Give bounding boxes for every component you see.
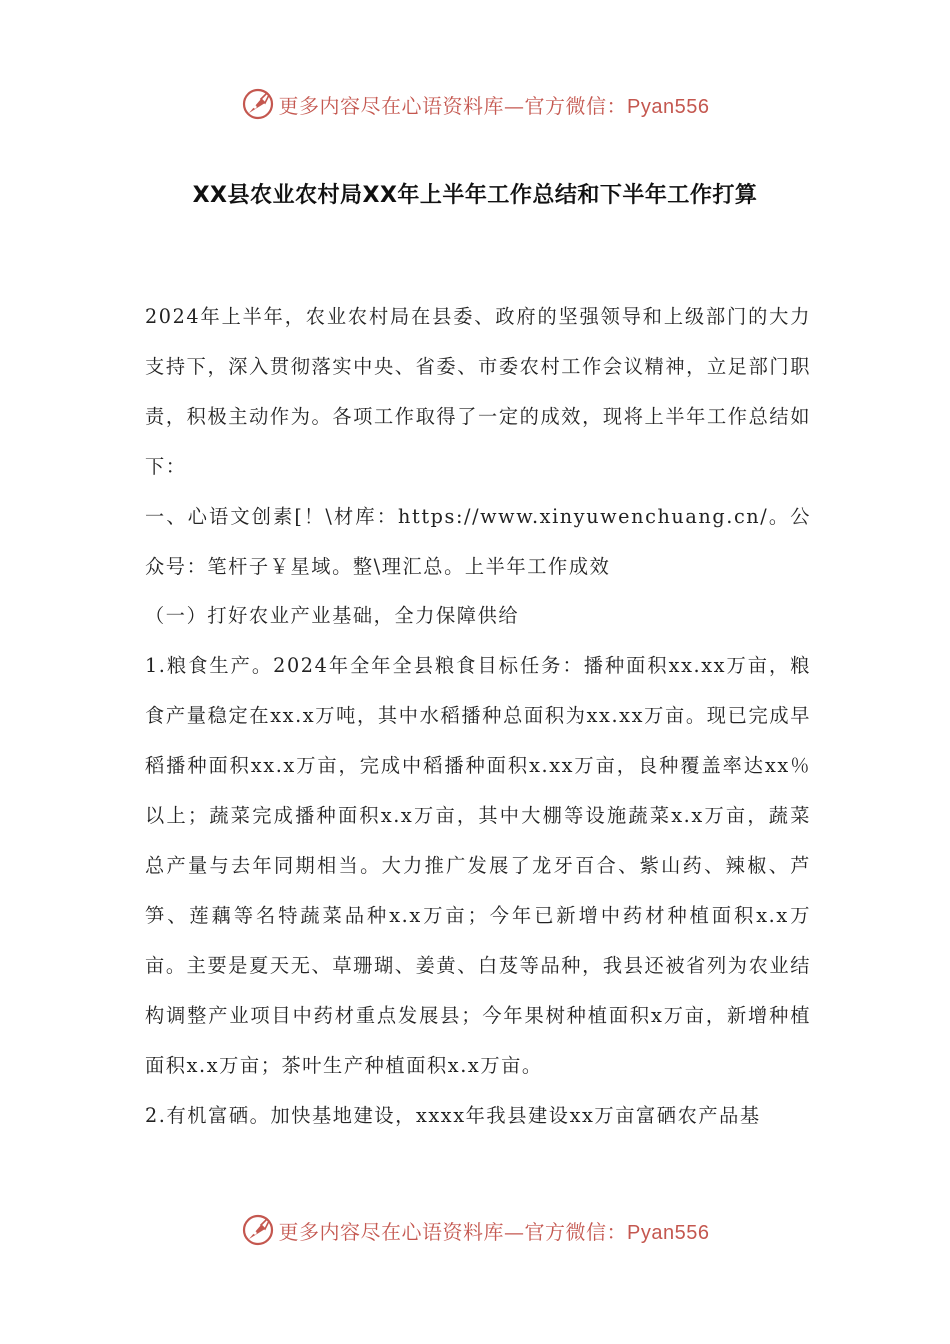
pen-nib-logo-icon [241,87,275,121]
document-body [145,292,811,1140]
paragraph-subsection-heading: （一）打好农业产业基础，全力保障供给 [145,604,520,628]
footer-watermark [0,1210,950,1250]
watermark-account: Pyan556 [627,1221,710,1244]
paragraph-organic-selenium: 2.有机富硒。加快基地建设，xxxx年我县建设xx万亩富硒农产品基 [145,1103,761,1127]
header-watermark [0,84,950,124]
watermark-text: 更多内容尽在心语资料库—官方微信：Pyan556 [278,1219,710,1244]
watermark-text: 更多内容尽在心语资料库—官方微信：Pyan556 [278,93,710,118]
watermark-account: Pyan556 [627,95,710,118]
document-title: XX县农业农村局XX年上半年工作总结和下半年工作打算 [192,183,758,208]
paragraph-section-heading: 一、心语文创素[！\材库：https://www.xinyuwenchuang.cn/。公众号：笔杆子￥星域。整\理汇总。上半年工作成效 [145,504,811,578]
paragraph-grain-production: 1.粮食生产。2024年全年全县粮食目标任务：播种面积xx.xx万亩，粮食产量稳定在xx.x万吨，其中水稻播种总面积为xx.xx万亩。现已完成早稻播种面积xx.x万亩，完成中稻播种面积x.xx万亩，良种覆盖率达xx％以上；蔬菜完成播种面积x.x万亩，其中大棚等设施蔬菜x.x万亩，蔬菜总产量与去年同期相当。大力推广发展了龙牙百合、紫山药、辣椒、芦笋、莲藕等名特蔬菜品种x.x万亩；今年已新增中药材种植面积x.x万亩。主要是夏天无、草珊瑚、姜黄、白芨等品种，我县还被省列为农业结构调整产业项目中药材重点发展县；今年果树种植面积x万亩，新增种植面积x.x万亩；茶叶生产种植面积x.x万亩。 [145,654,811,1077]
paragraph-intro: 2024年上半年，农业农村局在县委、政府的坚强领导和上级部门的大力支持下，深入贯彻落实中央、省委、市委农村工作会议精神，立足部门职责，积极主动作为。各项工作取得了一定的成效，现将上半年工作总结如下： [145,305,811,478]
pen-nib-logo-icon [241,1213,275,1247]
